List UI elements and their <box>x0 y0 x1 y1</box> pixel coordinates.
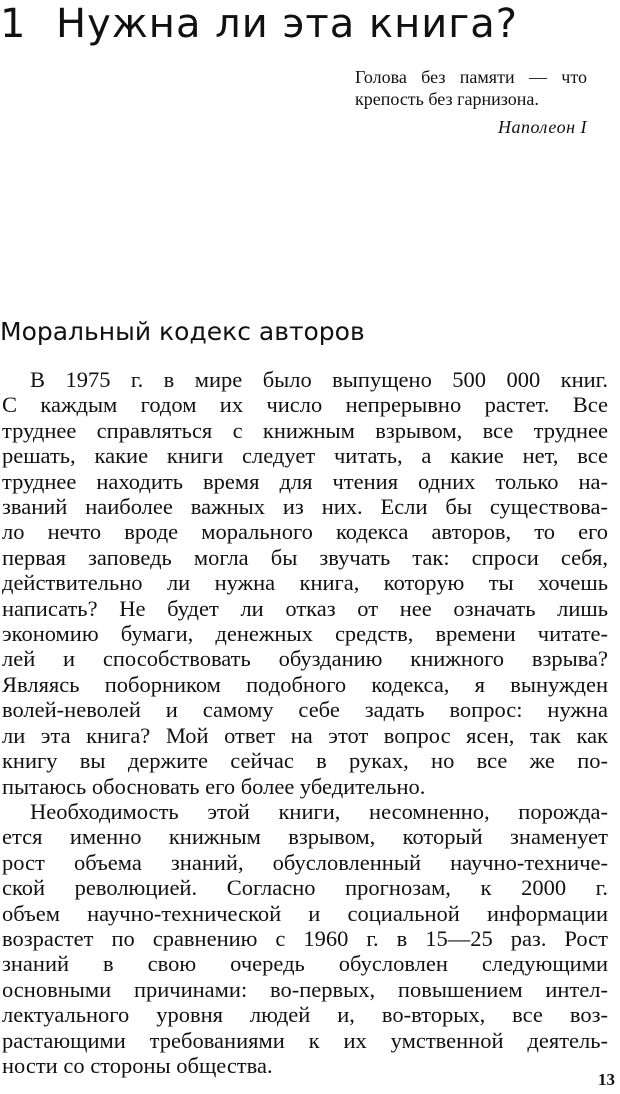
text-line: книгу вы держите сейчас в руках, но все же по- <box>2 748 608 774</box>
text-line: ской революцией. Согласно прогнозам, к 2000 г. <box>2 875 608 901</box>
text-line: знаний в свою очередь обусловлен следующими <box>2 951 608 977</box>
epigraph-author: Наполеон I <box>497 117 587 137</box>
text-line: действительно ли нужна книга, которую ты хочешь <box>2 570 608 596</box>
text-line: волей-неволей и самому себе задать вопрос: нужна <box>2 697 608 723</box>
text-line: возрастет по сравнению с 1960 г. в 15—25 раз. Рост <box>2 925 608 951</box>
text-line: экономию бумаги, денежных средств, времени читате- <box>2 621 608 647</box>
text-line: растающими требованиями к их умственной деятель- <box>2 1027 608 1053</box>
text-line: первая заповедь могла бы звучать так: спроси себя, <box>2 544 608 570</box>
chapter-title: Нужна ли эта книга? <box>56 1 518 47</box>
text-line: написать? Не будет ли отказ от нее означать лишь <box>2 595 608 621</box>
text-line: объем научно-технической и социальной информации <box>2 900 608 926</box>
text-line: основными причинами: во-первых, повышением интел- <box>2 976 608 1002</box>
body-text <box>2 367 608 1078</box>
section-heading: Моральный кодекс авторов <box>0 317 365 346</box>
text-line: труднее справляться с книжным взрывом, все труднее <box>2 417 608 443</box>
epigraph-line: Голова без памяти — что <box>355 67 587 87</box>
text-line: решать, какие книги следует читать, а какие нет, все <box>2 443 608 469</box>
chapter-heading <box>0 0 620 60</box>
text-line: С каждым годом их число непрерывно растет. Все <box>2 392 608 418</box>
text-line: лей и способствовать обузданию книжного взрыва? <box>2 646 608 672</box>
text-line: рост объема знаний, обусловленный научно-техниче- <box>2 849 608 875</box>
text-line: ли эта книга? Мой ответ на этот вопрос ясен, так как <box>2 722 608 748</box>
epigraph <box>355 66 587 138</box>
text-line: Являясь поборником подобного кодекса, я вынужден <box>2 671 608 697</box>
text-line: ности со стороны общества. <box>2 1052 273 1078</box>
text-line: званий наиболее важных из них. Если бы существова- <box>2 494 608 520</box>
text-line: лектуального уровня людей и, во-вторых, все воз- <box>2 1002 608 1028</box>
epigraph-line: крепость без гарнизона. <box>355 89 539 109</box>
chapter-number: 1 <box>0 1 27 47</box>
page-number: 13 <box>598 1070 615 1089</box>
text-line: пытаюсь обосновать его более убедительно. <box>2 773 426 799</box>
paragraph <box>2 367 608 799</box>
text-line: В 1975 г. в мире было выпущено 500 000 книг. <box>30 367 608 392</box>
paragraph <box>2 799 608 1078</box>
text-line: ется именно книжным взрывом, который знаменует <box>2 824 608 850</box>
text-line: ло нечто вроде морального кодекса авторов, то его <box>2 519 608 545</box>
text-line: труднее находить время для чтения одних только на- <box>2 468 608 494</box>
text-line: Необходимость этой книги, несомненно, порожда- <box>30 798 608 824</box>
